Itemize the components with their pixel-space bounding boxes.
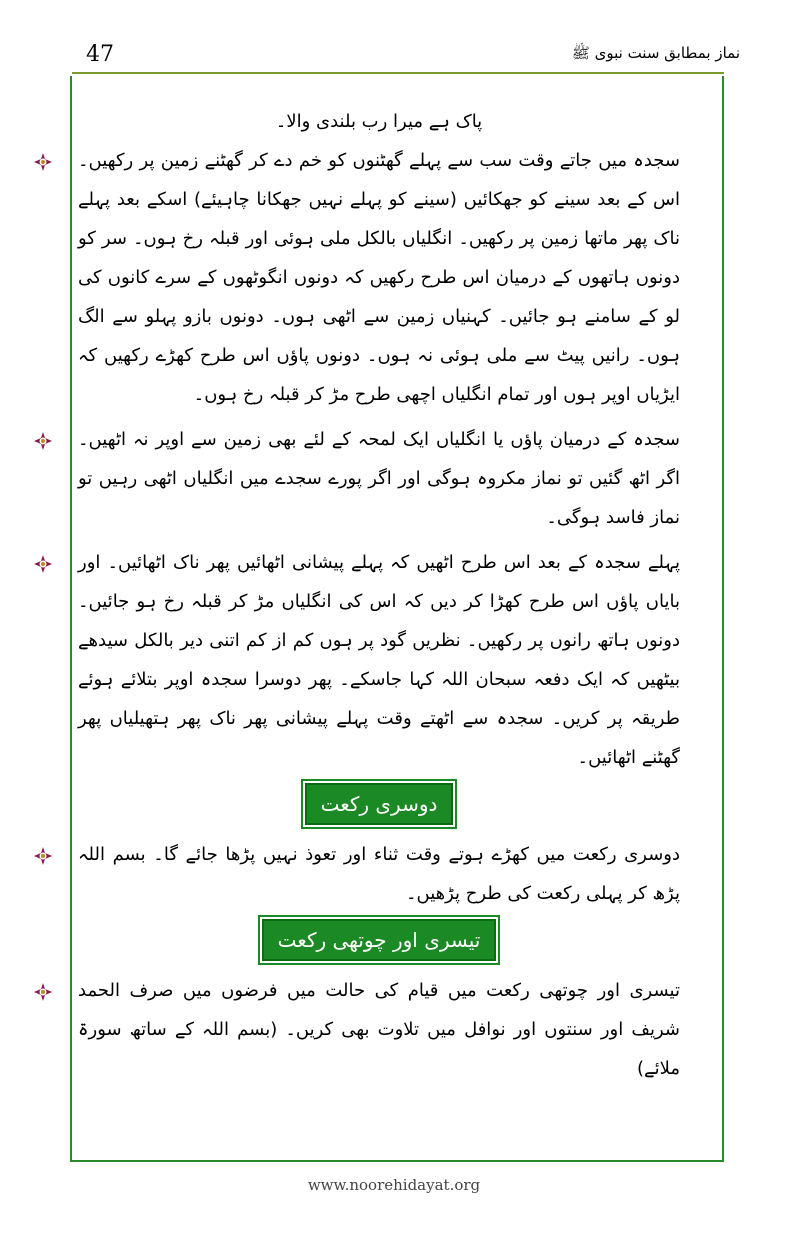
- paragraph-second-rakat: [78, 835, 680, 913]
- ornament-bullet-icon: [34, 555, 52, 573]
- footer-url[interactable]: www.noorehidayat.org: [307, 1176, 481, 1194]
- page-number: 47: [86, 42, 114, 67]
- ornament-bullet-icon: [34, 847, 52, 865]
- paragraph-text: تیسری اور چوتھی رکعت میں قیام کی حالت میں فرضوں میں صرف الحمد شریف اور سنتوں اور نوافل میں تلاوت بھی کریں۔ (بسم اللہ کے ساتھ سورۃ ملائے): [78, 980, 680, 1079]
- heading-second-rakat: دوسری رکعت: [305, 783, 454, 825]
- heading-third-fourth-rakat: تیسری اور چوتھی رکعت: [262, 919, 497, 961]
- paragraph-feet: [78, 420, 680, 537]
- paragraph-text: دوسری رکعت میں کھڑے ہوتے وقت ثناء اور تعوذ نہیں پڑھا جائے گا۔ بسم اللہ پڑھ کر پہلی رکعت کی طرح پڑھیں۔: [78, 844, 680, 904]
- paragraph-third-fourth-rakat: [78, 971, 680, 1088]
- header-rule: [72, 72, 724, 74]
- paragraph-text: سجدہ کے درمیان پاؤں یا انگلیاں ایک لمحہ کے لئے بھی زمین سے اوپر نہ اٹھیں۔ اگر اٹھ گئیں تو نماز مکروہ ہوگی اور اگر پورے سجدے میں انگلیاں اٹھی رہیں تو نماز فاسد ہوگی۔: [78, 429, 680, 528]
- paragraph-text: سجدہ میں جاتے وقت سب سے پہلے گھٹنوں کو خم دے کر گھٹنے زمین پر رکھیں۔ اس کے بعد سینے کو جھکائیں (سینے کو پہلے نہیں جھکانا چاہیئے) اسکے بعد پہلے ناک پھر ماتھا زمین پر رکھیں۔ انگلیاں بالکل ملی ہوئی اور قبلہ رخ ہوں۔ سر کو دونوں ہاتھوں کے درمیان اس طرح رکھیں کہ دونوں انگوٹھوں کے سرے کانوں کی لو کے سامنے ہو جائیں۔ کہنیاں زمین سے اٹھی ہوں۔ دونوں بازو پہلو سے الگ ہوں۔ رانیں پیٹ سے ملی ہوئی نہ ہوں۔ دونوں پاؤں اس طرح کھڑے رکھیں کہ ایڑیاں اوپر ہوں اور تمام انگلیاں اچھی طرح مڑ کر قبلہ رخ ہوں۔: [78, 150, 680, 405]
- ornament-bullet-icon: [34, 432, 52, 450]
- main-content: [78, 84, 680, 1094]
- ornament-bullet-icon: [34, 983, 52, 1001]
- paragraph-rising: [78, 543, 680, 777]
- running-header: نماز بمطابق سنت نبوی ﷺ: [571, 44, 740, 62]
- paragraph-text: پہلے سجدہ کے بعد اس طرح اٹھیں کہ پہلے پیشانی اٹھائیں پھر ناک اٹھائیں۔ اور بایاں پاؤں اس طرح کھڑا کر دیں کہ اس کی انگلیاں مڑ کر قبلہ رخ ہو جائیں۔ دونوں ہاتھ رانوں پر رکھیں۔ نظریں گود پر ہوں کم از کم اتنی دیر بالکل سیدھے بیٹھیں کہ ایک دفعہ سبحان اللہ کہا جاسکے۔ پھر دوسرا سجدہ اوپر بتلائے ہوئے طریقہ پر کریں۔ سجدہ سے اٹھتے وقت پہلے پیشانی پھر ناک پھر ہتھیلیاں پھر گھٹنے اٹھائیں۔: [78, 552, 680, 768]
- opening-line: پاک ہے میرا رب بلندی والا۔: [275, 111, 483, 132]
- paragraph-sajdah: [78, 141, 680, 414]
- ornament-bullet-icon: [34, 153, 52, 171]
